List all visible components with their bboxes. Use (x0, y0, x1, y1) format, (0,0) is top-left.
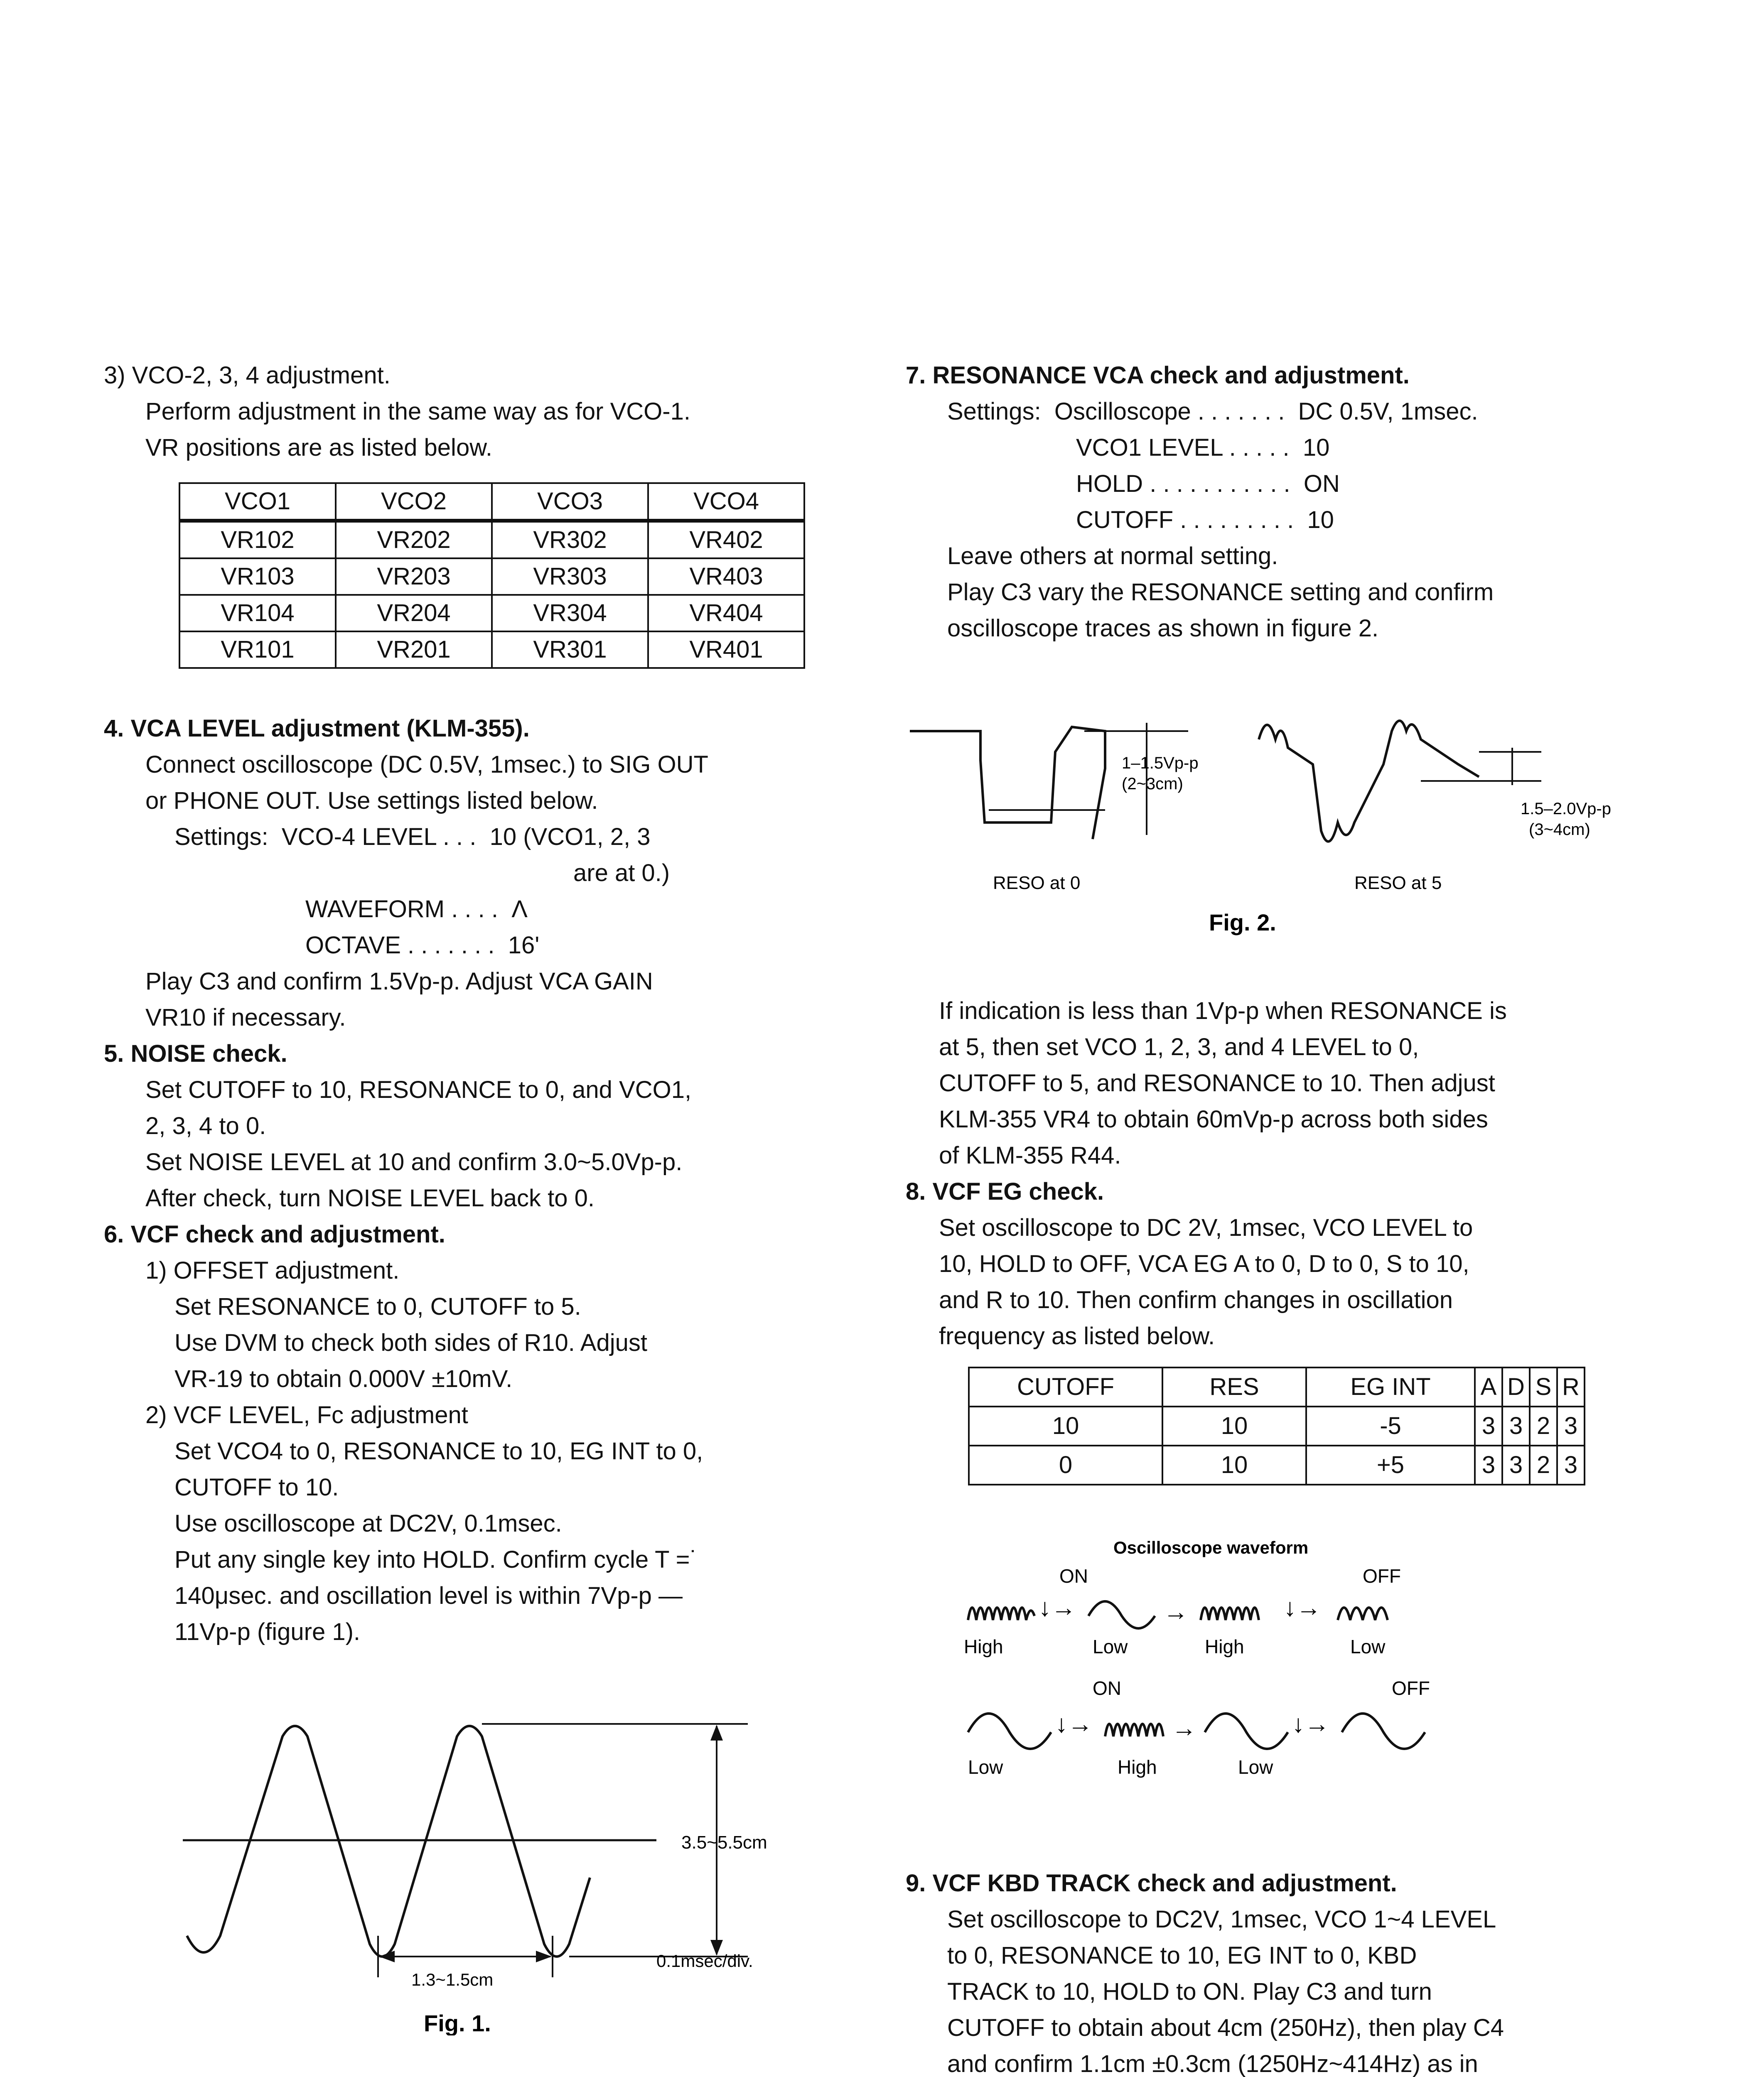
vr-cell: VR402 (648, 521, 804, 559)
s6-line: 140μsec. and oscillation level is within 7Vp-p — (174, 1582, 683, 1609)
s6-line: Use oscilloscope at DC2V, 0.1msec. (174, 1510, 562, 1537)
osc-low-wave (1205, 1714, 1288, 1749)
vr-cell: VR103 (179, 558, 336, 595)
s7-setting: HOLD . . . . . . . . . . . ON (1076, 470, 1340, 497)
s6-line: CUTOFF to 10. (174, 1474, 339, 1501)
s8-line: and R to 10. Then confirm changes in oscillation (939, 1286, 1453, 1313)
fig1-arrow-head (710, 1725, 723, 1741)
right-mid-text (906, 993, 1645, 1498)
vr-cell: VR202 (336, 521, 492, 559)
osc-off-label: OFF (1392, 1677, 1430, 1699)
vr-cell: VR304 (492, 595, 648, 631)
s4-line: Connect oscilloscope (DC 0.5V, 1msec.) to SIG OUT (145, 751, 708, 778)
fig2-reso0-wave (910, 727, 1105, 839)
s6-2-title: 2) VCF LEVEL, Fc adjustment (145, 1402, 468, 1429)
cut-cell: 3 (1475, 1446, 1502, 1485)
cut-header: A (1475, 1367, 1502, 1407)
fig2-amp5: 1.5–2.0Vp-p (1521, 800, 1611, 818)
cut-header: RES (1162, 1367, 1306, 1407)
osc-low-wave (1088, 1601, 1155, 1628)
s6-title: 6. VCF check and adjustment. (104, 1221, 445, 1248)
fig1-scale-label: 0.1msec/div. (656, 1951, 753, 1971)
osc-high-wave (1201, 1608, 1259, 1620)
s4-setting: Settings: VCO-4 LEVEL . . . 10 (VCO1, 2, 3 (174, 823, 651, 850)
fig1-amp-label: 3.5~5.5cm (681, 1832, 767, 1853)
s9-title: 9. VCF KBD TRACK check and adjustment. (906, 1870, 1397, 1897)
right-column (906, 357, 1633, 646)
s6-line: Set VCO4 to 0, RESONANCE to 10, EG INT to 0, (174, 1438, 703, 1465)
fig2-amp0: 1–1.5Vp-p (1122, 754, 1199, 772)
cut-header: R (1557, 1367, 1585, 1407)
cut-cell: -5 (1306, 1407, 1475, 1446)
vr-cell: VR104 (179, 595, 336, 631)
osc-off-arrow: ↓→ (1292, 1710, 1329, 1738)
cut-header: S (1530, 1367, 1557, 1407)
osc-low-label: Low (1350, 1636, 1386, 1657)
s7-title: 7. RESONANCE VCA check and adjustment. (906, 362, 1410, 389)
vr-cell: VR102 (179, 521, 336, 559)
s4-line: Play C3 and confirm 1.5Vp-p. Adjust VCA GAIN (145, 968, 653, 995)
s5-title: 5. NOISE check. (104, 1040, 287, 1067)
cut-cell: 3 (1557, 1446, 1585, 1485)
reso-line: KLM-355 VR4 to obtain 60mVp-p across both sides (939, 1106, 1488, 1133)
reso-line: at 5, then set VCO 1, 2, 3, and 4 LEVEL to 0, (939, 1034, 1419, 1061)
osc-low-label: Low (968, 1756, 1003, 1778)
vr-header: VCO3 (492, 483, 648, 521)
cut-cell: +5 (1306, 1446, 1475, 1485)
vr-cell: VR404 (648, 595, 804, 631)
osc-high-label: High (1205, 1636, 1244, 1657)
s4-setting: WAVEFORM . . . . Λ (305, 896, 528, 923)
vr-cell: VR303 (492, 558, 648, 595)
s6-1-title: 1) OFFSET adjustment. (145, 1257, 400, 1284)
fig1-caption: Fig. 1. (424, 2010, 491, 2035)
reso-line: of KLM-355 R44. (939, 1142, 1121, 1169)
cut-cell: 0 (969, 1446, 1162, 1485)
vr-header: VCO4 (648, 483, 804, 521)
fig2-label-reso0: RESO at 0 (993, 873, 1081, 893)
osc-on-arrow: ↓→ (1055, 1710, 1093, 1738)
cut-cell: 2 (1530, 1446, 1557, 1485)
osc-on-label: ON (1059, 1565, 1088, 1587)
s6-line: 11Vp-p (figure 1). (174, 1618, 361, 1645)
vcf-eg-table (968, 1367, 1585, 1485)
cut-cell: 3 (1502, 1446, 1530, 1485)
osc-low-label: Low (1093, 1636, 1128, 1657)
s6-line: Use DVM to check both sides of R10. Adjust (174, 1329, 647, 1356)
vr-cell: VR301 (492, 631, 648, 668)
s4-line: or PHONE OUT. Use settings listed below. (145, 787, 598, 814)
s6-line: VR-19 to obtain 0.000V ±10mV. (174, 1365, 513, 1392)
cut-cell: 10 (969, 1407, 1162, 1446)
s5-line: After check, turn NOISE LEVEL back to 0. (145, 1185, 595, 1212)
s4-title: 4. VCA LEVEL adjustment (KLM-355). (104, 715, 530, 742)
cut-cell: 3 (1502, 1407, 1530, 1446)
s9-line: CUTOFF to obtain about 4cm (250Hz), then play C4 (947, 2014, 1504, 2041)
cut-header: D (1502, 1367, 1530, 1407)
vr-cell: VR401 (648, 631, 804, 668)
left-column (104, 357, 810, 1650)
fig1-period-label: 1.3~1.5cm (411, 1970, 494, 1989)
s7-line: Leave others at normal setting. (947, 543, 1278, 570)
s7-line: Play C3 vary the RESONANCE setting and confirm (947, 579, 1494, 606)
s9-text (906, 1865, 1633, 2077)
s7-line: oscilloscope traces as shown in figure 2. (947, 615, 1379, 642)
cut-cell: 3 (1475, 1407, 1502, 1446)
s3-line: VR positions are as listed below. (145, 434, 492, 461)
s7-setting: CUTOFF . . . . . . . . . 10 (1076, 506, 1334, 533)
fig2-caption: Fig. 2. (1209, 909, 1276, 935)
osc-on-label: ON (1093, 1677, 1121, 1699)
osc-low-wave (1338, 1608, 1388, 1620)
s9-line: to 0, RESONANCE to 10, EG INT to 0, KBD (947, 1942, 1417, 1969)
fig2-amp0b: (2~3cm) (1122, 775, 1183, 793)
osc-high-label: High (1118, 1756, 1157, 1778)
osc-off-arrow: ↓→ (1284, 1593, 1321, 1621)
s7-setting: Settings: Oscilloscope . . . . . . . DC 0.5V, 1msec. (947, 398, 1478, 425)
s6-line: Set RESONANCE to 0, CUTOFF to 5. (174, 1293, 581, 1320)
osc-low-wave (968, 1714, 1051, 1749)
vr-cell: VR101 (179, 631, 336, 668)
s5-line: 2, 3, 4 to 0. (145, 1112, 266, 1139)
s5-line: Set NOISE LEVEL at 10 and confirm 3.0~5.0Vp-p. (145, 1149, 683, 1176)
cut-header: EG INT (1306, 1367, 1475, 1407)
s8-title: 8. VCF EG check. (906, 1178, 1104, 1205)
osc-high-wave (1105, 1724, 1163, 1736)
cut-cell: 10 (1162, 1407, 1306, 1446)
osc-title: Oscilloscope waveform (1113, 1538, 1309, 1557)
s4-line: VR10 if necessary. (145, 1004, 346, 1031)
s6-line: Put any single key into HOLD. Confirm cycle T =˙ (174, 1546, 698, 1573)
s9-line: Set oscilloscope to DC2V, 1msec, VCO 1~4 LEVEL (947, 1906, 1496, 1933)
vr-cell: VR302 (492, 521, 648, 559)
vr-header: VCO2 (336, 483, 492, 521)
vr-cell: VR403 (648, 558, 804, 595)
figure-2 (906, 714, 1637, 982)
s9-line: and confirm 1.1cm ±0.3cm (1250Hz~414Hz) as in (947, 2050, 1478, 2077)
oscilloscope-waveform-figure (956, 1537, 1579, 1838)
s8-line: frequency as listed below. (939, 1323, 1215, 1350)
osc-low-wave (1342, 1714, 1425, 1749)
s7-setting: VCO1 LEVEL . . . . . 10 (1076, 434, 1330, 461)
vr-header: VCO1 (179, 483, 336, 521)
s8-line: Set oscilloscope to DC 2V, 1msec, VCO LEVEL to (939, 1214, 1473, 1241)
s5-line: Set CUTOFF to 10, RESONANCE to 0, and VCO1, (145, 1076, 692, 1103)
cut-cell: 2 (1530, 1407, 1557, 1446)
vr-cell: VR203 (336, 558, 492, 595)
vr-cell: VR204 (336, 595, 492, 631)
figure-1 (158, 1720, 806, 2038)
osc-high-label: High (964, 1636, 1003, 1657)
osc-high-wave (968, 1608, 1034, 1620)
osc-on-arrow: ↓→ (1039, 1593, 1076, 1621)
s4-setting: are at 0.) (573, 859, 670, 886)
reso-line: CUTOFF to 5, and RESONANCE to 10. Then adjust (939, 1070, 1495, 1097)
osc-low-label: Low (1238, 1756, 1273, 1778)
s3-line: Perform adjustment in the same way as for VCO-1. (145, 398, 690, 425)
fig2-label-reso5: RESO at 5 (1354, 873, 1442, 893)
s8-line: 10, HOLD to OFF, VCA EG A to 0, D to 0, S to 10, (939, 1250, 1469, 1277)
cut-header: CUTOFF (969, 1367, 1162, 1407)
s9-line: TRACK to 10, HOLD to ON. Play C3 and turn (947, 1978, 1432, 2005)
vr-cell: VR201 (336, 631, 492, 668)
osc-arrow: → (1163, 1598, 1188, 1625)
fig1-arrow-head (379, 1951, 395, 1962)
s4-setting: OCTAVE . . . . . . . 16' (305, 932, 540, 959)
cut-cell: 10 (1162, 1446, 1306, 1485)
cut-cell: 3 (1557, 1407, 1585, 1446)
vr-table (179, 482, 805, 669)
s3-title: 3) VCO-2, 3, 4 adjustment. (104, 362, 391, 389)
osc-arrow: → (1172, 1714, 1196, 1742)
reso-line: If indication is less than 1Vp-p when RESONANCE is (939, 997, 1507, 1024)
fig2-amp5b: (3~4cm) (1529, 820, 1590, 839)
osc-off-label: OFF (1363, 1565, 1401, 1587)
